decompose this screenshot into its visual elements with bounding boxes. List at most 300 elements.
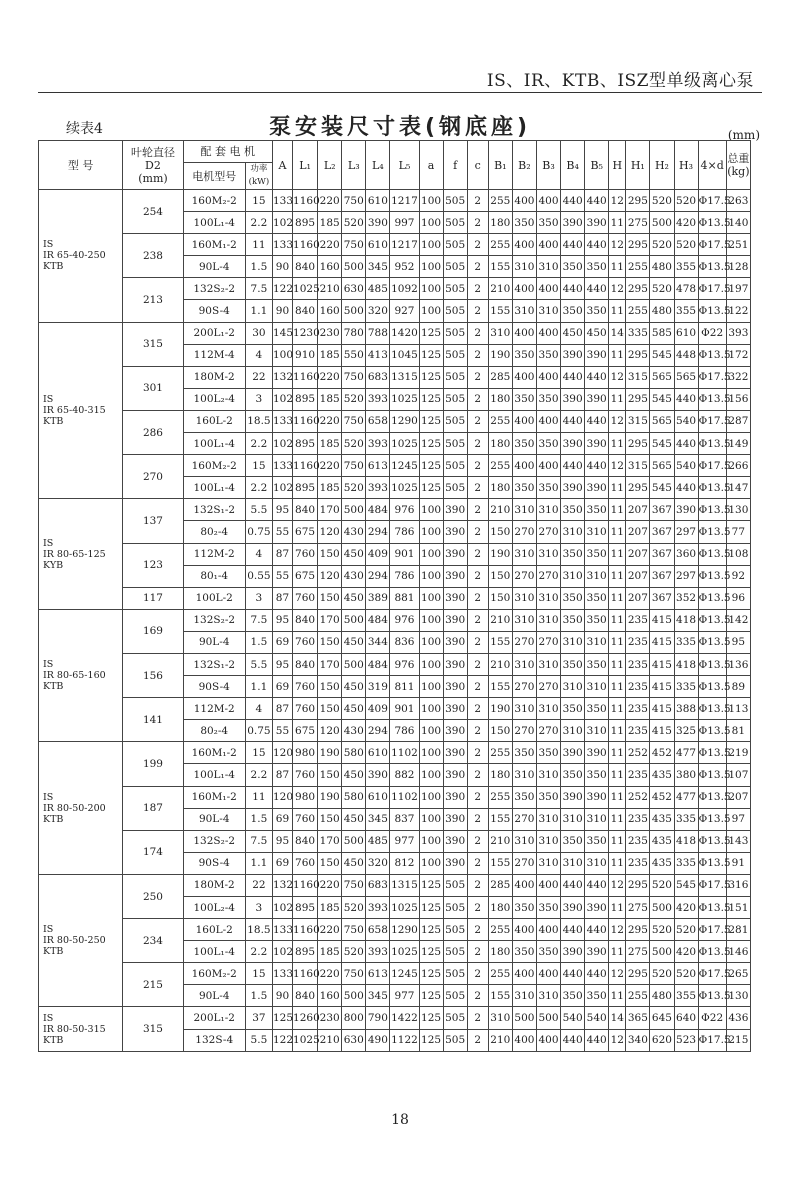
- value-cell: 450: [342, 543, 366, 565]
- value-cell: 270: [512, 676, 536, 698]
- value-cell: 11: [609, 300, 626, 322]
- value-cell: 393: [366, 941, 390, 963]
- value-cell: 485: [366, 278, 390, 300]
- value-cell: 788: [366, 322, 390, 344]
- value-cell: 440: [561, 963, 585, 985]
- value-cell: 102: [272, 212, 292, 234]
- value-cell: 275: [626, 941, 650, 963]
- value-cell: 435: [650, 830, 674, 852]
- value-cell: 345: [366, 808, 390, 830]
- table-row: [39, 653, 751, 675]
- value-cell: 505: [443, 300, 467, 322]
- power-cell: 5.5: [245, 499, 272, 521]
- value-cell: 100: [419, 587, 443, 609]
- value-cell: 270: [536, 676, 560, 698]
- value-cell: 520: [342, 433, 366, 455]
- value-cell: 760: [293, 631, 318, 653]
- value-cell: 335: [674, 631, 698, 653]
- value-cell: 210: [488, 278, 512, 300]
- value-cell: 255: [626, 985, 650, 1007]
- value-cell: Φ13.5: [698, 388, 726, 410]
- value-cell: 125: [419, 477, 443, 499]
- value-cell: 100: [419, 653, 443, 675]
- value-cell: 760: [293, 852, 318, 874]
- col-dim: B₅: [585, 141, 609, 190]
- value-cell: 230: [318, 1007, 342, 1029]
- value-cell: 235: [626, 720, 650, 742]
- motor-type-cell: 160M₁-2: [183, 786, 245, 808]
- value-cell: 90: [272, 300, 292, 322]
- motor-type-cell: 160L-2: [183, 410, 245, 432]
- col-dim: L₄: [366, 141, 390, 190]
- value-cell: 2: [467, 455, 488, 477]
- value-cell: 170: [318, 830, 342, 852]
- value-cell: 440: [585, 963, 609, 985]
- value-cell: 390: [443, 521, 467, 543]
- value-cell: 390: [585, 941, 609, 963]
- impeller-cell: 156: [123, 653, 183, 697]
- value-cell: 545: [650, 433, 674, 455]
- motor-type-cell: 90S-4: [183, 676, 245, 698]
- value-cell: Φ17.5: [698, 919, 726, 941]
- value-cell: 11: [609, 433, 626, 455]
- value-cell: 390: [561, 742, 585, 764]
- motor-type-cell: 112M-2: [183, 698, 245, 720]
- value-cell: 263: [726, 190, 750, 212]
- value-cell: 895: [293, 388, 318, 410]
- value-cell: 1025: [293, 1029, 318, 1051]
- impeller-cell: 117: [123, 587, 183, 609]
- value-cell: 565: [650, 455, 674, 477]
- impeller-label-2: D2: [145, 158, 161, 172]
- value-cell: 215: [726, 1029, 750, 1051]
- table-row: [39, 322, 751, 344]
- value-cell: 1160: [293, 874, 318, 896]
- power-cell: 3: [245, 897, 272, 919]
- value-cell: 69: [272, 676, 292, 698]
- value-cell: 255: [488, 234, 512, 256]
- value-cell: 415: [650, 698, 674, 720]
- value-cell: 2: [467, 963, 488, 985]
- value-cell: 520: [342, 897, 366, 919]
- value-cell: 255: [488, 786, 512, 808]
- value-cell: 180: [488, 764, 512, 786]
- value-cell: 390: [443, 543, 467, 565]
- value-cell: 760: [293, 764, 318, 786]
- value-cell: 210: [488, 499, 512, 521]
- value-cell: 2: [467, 565, 488, 587]
- value-cell: 550: [342, 344, 366, 366]
- value-cell: 836: [390, 631, 419, 653]
- value-cell: 2: [467, 653, 488, 675]
- value-cell: 505: [443, 234, 467, 256]
- value-cell: 102: [272, 477, 292, 499]
- value-cell: 310: [585, 565, 609, 587]
- value-cell: 390: [443, 830, 467, 852]
- value-cell: 310: [585, 521, 609, 543]
- value-cell: 322: [726, 366, 750, 388]
- model-line: IS: [43, 924, 54, 936]
- col-motor-type: 电机型号: [183, 163, 245, 190]
- col-dim: H₂: [650, 141, 674, 190]
- value-cell: 310: [512, 300, 536, 322]
- value-cell: 440: [561, 190, 585, 212]
- motor-type-cell: 90S-4: [183, 300, 245, 322]
- value-cell: 393: [366, 388, 390, 410]
- value-cell: 400: [512, 963, 536, 985]
- value-cell: 100: [419, 278, 443, 300]
- value-cell: 270: [512, 808, 536, 830]
- value-cell: 100: [419, 764, 443, 786]
- value-cell: 658: [366, 919, 390, 941]
- value-cell: 500: [650, 941, 674, 963]
- value-cell: 415: [650, 631, 674, 653]
- value-cell: 420: [674, 212, 698, 234]
- value-cell: 12: [609, 874, 626, 896]
- value-cell: 790: [366, 1007, 390, 1029]
- value-cell: 210: [318, 1029, 342, 1051]
- value-cell: 11: [609, 653, 626, 675]
- value-cell: 190: [488, 543, 512, 565]
- value-cell: 477: [674, 742, 698, 764]
- motor-type-cell: 160L-2: [183, 919, 245, 941]
- value-cell: 350: [536, 941, 560, 963]
- value-cell: 185: [318, 344, 342, 366]
- table-row: [39, 366, 751, 388]
- value-cell: 155: [488, 985, 512, 1007]
- impeller-label-1: 叶轮直径: [130, 145, 175, 159]
- value-cell: 207: [626, 565, 650, 587]
- value-cell: Φ17.5: [698, 874, 726, 896]
- value-cell: 12: [609, 455, 626, 477]
- col-dim: B₁: [488, 141, 512, 190]
- value-cell: 400: [536, 919, 560, 941]
- value-cell: 12: [609, 1029, 626, 1051]
- value-cell: 12: [609, 278, 626, 300]
- value-cell: 452: [650, 786, 674, 808]
- value-cell: 350: [512, 742, 536, 764]
- value-cell: 2: [467, 212, 488, 234]
- value-cell: 255: [488, 742, 512, 764]
- value-cell: 390: [585, 212, 609, 234]
- value-cell: 69: [272, 852, 292, 874]
- value-cell: 580: [342, 786, 366, 808]
- value-cell: 140: [726, 212, 750, 234]
- value-cell: 390: [585, 786, 609, 808]
- value-cell: 345: [366, 256, 390, 278]
- value-cell: Φ13.5: [698, 742, 726, 764]
- value-cell: 310: [536, 256, 560, 278]
- value-cell: 565: [674, 366, 698, 388]
- value-cell: 255: [488, 455, 512, 477]
- value-cell: 125: [419, 433, 443, 455]
- power-cell: 4: [245, 698, 272, 720]
- model-line: IR 65-40-250: [43, 250, 106, 262]
- value-cell: 170: [318, 609, 342, 631]
- value-cell: 335: [626, 322, 650, 344]
- value-cell: 1290: [390, 410, 419, 432]
- value-cell: 430: [342, 565, 366, 587]
- value-cell: 125: [419, 919, 443, 941]
- value-cell: 505: [443, 963, 467, 985]
- value-cell: 400: [512, 234, 536, 256]
- value-cell: 125: [419, 322, 443, 344]
- power-cell: 15: [245, 963, 272, 985]
- value-cell: 100: [419, 234, 443, 256]
- table-row: [39, 830, 751, 852]
- value-cell: 310: [536, 499, 560, 521]
- value-cell: 1025: [390, 941, 419, 963]
- power-cell: 3: [245, 388, 272, 410]
- value-cell: 2: [467, 786, 488, 808]
- value-cell: 235: [626, 653, 650, 675]
- value-cell: Φ17.5: [698, 278, 726, 300]
- value-cell: 440: [585, 366, 609, 388]
- value-cell: 350: [561, 543, 585, 565]
- value-cell: 350: [512, 941, 536, 963]
- value-cell: 128: [726, 256, 750, 278]
- value-cell: 270: [512, 565, 536, 587]
- value-cell: 2: [467, 808, 488, 830]
- value-cell: 440: [585, 919, 609, 941]
- value-cell: 400: [512, 1029, 536, 1051]
- value-cell: 400: [512, 322, 536, 344]
- model-line: IS: [43, 239, 54, 251]
- value-cell: 295: [626, 278, 650, 300]
- motor-type-cell: 160M₁-2: [183, 742, 245, 764]
- value-cell: 400: [512, 190, 536, 212]
- value-cell: 197: [726, 278, 750, 300]
- value-cell: 520: [650, 963, 674, 985]
- value-cell: 390: [585, 742, 609, 764]
- motor-type-cell: 132S-4: [183, 1029, 245, 1051]
- value-cell: 976: [390, 609, 419, 631]
- value-cell: Φ13.5: [698, 786, 726, 808]
- power-cell: 2.2: [245, 941, 272, 963]
- value-cell: 2: [467, 256, 488, 278]
- value-cell: 390: [561, 941, 585, 963]
- value-cell: 113: [726, 698, 750, 720]
- value-cell: 315: [626, 455, 650, 477]
- value-cell: 100: [419, 852, 443, 874]
- value-cell: 310: [585, 720, 609, 742]
- value-cell: 190: [318, 786, 342, 808]
- value-cell: 295: [626, 344, 650, 366]
- value-cell: Φ13.5: [698, 985, 726, 1007]
- value-cell: 1025: [390, 897, 419, 919]
- value-cell: 125: [419, 388, 443, 410]
- value-cell: 89: [726, 676, 750, 698]
- value-cell: 613: [366, 963, 390, 985]
- value-cell: 450: [342, 808, 366, 830]
- value-cell: 2: [467, 344, 488, 366]
- value-cell: 355: [674, 300, 698, 322]
- value-cell: 310: [561, 720, 585, 742]
- impeller-cell: 199: [123, 742, 183, 786]
- value-cell: 350: [585, 587, 609, 609]
- value-cell: 520: [674, 919, 698, 941]
- value-cell: 147: [726, 477, 750, 499]
- value-cell: 355: [674, 256, 698, 278]
- motor-type-cell: 112M-2: [183, 543, 245, 565]
- value-cell: 2: [467, 388, 488, 410]
- value-cell: 220: [318, 455, 342, 477]
- value-cell: 365: [626, 1007, 650, 1029]
- table-row: [39, 543, 751, 565]
- value-cell: 977: [390, 985, 419, 1007]
- value-cell: Φ13.5: [698, 433, 726, 455]
- value-cell: 380: [674, 764, 698, 786]
- value-cell: 505: [443, 344, 467, 366]
- model-line: IR 80-65-125: [43, 548, 106, 560]
- value-cell: 255: [626, 256, 650, 278]
- value-cell: 352: [674, 587, 698, 609]
- value-cell: 102: [272, 433, 292, 455]
- value-cell: 255: [488, 919, 512, 941]
- value-cell: 310: [536, 300, 560, 322]
- value-cell: 146: [726, 941, 750, 963]
- motor-type-cell: 112M-4: [183, 344, 245, 366]
- value-cell: 310: [536, 698, 560, 720]
- page-number: 18: [391, 1112, 409, 1128]
- model-line: IS: [43, 393, 54, 405]
- value-cell: 1160: [293, 366, 318, 388]
- value-cell: 11: [609, 698, 626, 720]
- value-cell: 360: [674, 543, 698, 565]
- power-cell: 0.75: [245, 521, 272, 543]
- running-header: IS、IR、KTB、ISZ型单级离心泵: [486, 71, 754, 91]
- value-cell: 520: [342, 941, 366, 963]
- value-cell: 120: [272, 742, 292, 764]
- motor-type-cell: 90L-4: [183, 256, 245, 278]
- table-row: [39, 874, 751, 896]
- power-cell: 7.5: [245, 830, 272, 852]
- value-cell: 310: [512, 985, 536, 1007]
- value-cell: 185: [318, 897, 342, 919]
- model-line: KTB: [43, 681, 64, 693]
- model-cell: [39, 874, 123, 1007]
- power-cell: 2.2: [245, 433, 272, 455]
- value-cell: 270: [536, 521, 560, 543]
- value-cell: 350: [585, 543, 609, 565]
- col-dim: H₁: [626, 141, 650, 190]
- value-cell: 100: [419, 543, 443, 565]
- value-cell: 800: [342, 1007, 366, 1029]
- value-cell: 840: [293, 300, 318, 322]
- value-cell: 235: [626, 830, 650, 852]
- value-cell: 95: [272, 830, 292, 852]
- value-cell: 2: [467, 190, 488, 212]
- value-cell: 155: [488, 300, 512, 322]
- value-cell: 275: [626, 897, 650, 919]
- motor-type-cell: 90L-4: [183, 808, 245, 830]
- value-cell: 390: [443, 631, 467, 653]
- value-cell: 505: [443, 366, 467, 388]
- value-cell: 2: [467, 698, 488, 720]
- value-cell: 350: [585, 653, 609, 675]
- value-cell: 310: [512, 830, 536, 852]
- value-cell: 310: [512, 256, 536, 278]
- value-cell: Φ13.5: [698, 609, 726, 631]
- value-cell: 350: [536, 897, 560, 919]
- value-cell: 750: [342, 874, 366, 896]
- value-cell: Φ22: [698, 322, 726, 344]
- weight-label-2: (kg): [727, 165, 750, 178]
- value-cell: 125: [419, 455, 443, 477]
- value-cell: 100: [419, 830, 443, 852]
- value-cell: 100: [272, 344, 292, 366]
- value-cell: 297: [674, 565, 698, 587]
- impeller-cell: 137: [123, 499, 183, 543]
- value-cell: 400: [512, 410, 536, 432]
- power-cell: 18.5: [245, 919, 272, 941]
- value-cell: 310: [536, 653, 560, 675]
- value-cell: 350: [536, 433, 560, 455]
- value-cell: 12: [609, 963, 626, 985]
- value-cell: 102: [272, 897, 292, 919]
- model-line: IS: [43, 537, 54, 549]
- value-cell: 350: [512, 212, 536, 234]
- value-cell: 125: [419, 941, 443, 963]
- value-cell: 490: [366, 1029, 390, 1051]
- value-cell: 910: [293, 344, 318, 366]
- value-cell: 350: [512, 477, 536, 499]
- value-cell: 255: [626, 300, 650, 322]
- value-cell: 294: [366, 720, 390, 742]
- value-cell: 640: [674, 1007, 698, 1029]
- value-cell: 895: [293, 941, 318, 963]
- value-cell: 760: [293, 808, 318, 830]
- value-cell: 100: [419, 786, 443, 808]
- value-cell: 95: [272, 499, 292, 521]
- value-cell: 160: [318, 256, 342, 278]
- power-cell: 3: [245, 587, 272, 609]
- value-cell: 683: [366, 874, 390, 896]
- value-cell: 350: [585, 609, 609, 631]
- value-cell: 505: [443, 388, 467, 410]
- value-cell: 500: [342, 499, 366, 521]
- value-cell: 310: [536, 587, 560, 609]
- value-cell: 2: [467, 410, 488, 432]
- value-cell: 220: [318, 366, 342, 388]
- value-cell: 350: [512, 897, 536, 919]
- value-cell: 235: [626, 852, 650, 874]
- value-cell: 505: [443, 190, 467, 212]
- value-cell: 811: [390, 676, 419, 698]
- value-cell: 150: [318, 808, 342, 830]
- value-cell: 440: [674, 477, 698, 499]
- value-cell: 350: [536, 786, 560, 808]
- table-row: [39, 499, 751, 521]
- value-cell: 400: [536, 366, 560, 388]
- value-cell: 500: [650, 897, 674, 919]
- value-cell: 812: [390, 852, 419, 874]
- value-cell: 100: [419, 212, 443, 234]
- power-cell: 30: [245, 322, 272, 344]
- value-cell: 750: [342, 455, 366, 477]
- value-cell: 420: [674, 941, 698, 963]
- value-cell: 440: [585, 874, 609, 896]
- value-cell: 350: [561, 830, 585, 852]
- value-cell: 1092: [390, 278, 419, 300]
- value-cell: 350: [536, 344, 560, 366]
- value-cell: 120: [318, 565, 342, 587]
- value-cell: 750: [342, 234, 366, 256]
- value-cell: 69: [272, 808, 292, 830]
- value-cell: 540: [585, 1007, 609, 1029]
- value-cell: 1102: [390, 742, 419, 764]
- value-cell: 440: [561, 234, 585, 256]
